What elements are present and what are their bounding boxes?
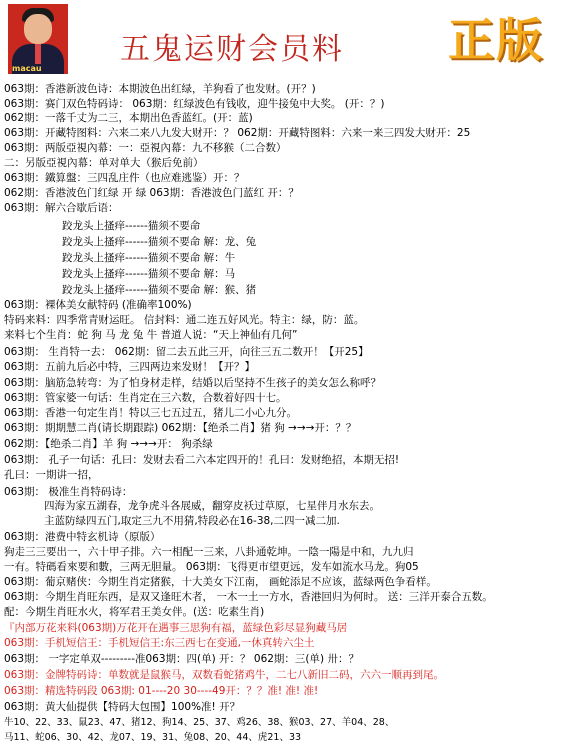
text-line: 063期：脑筋急转弯：为了怕身材走样，结婚以后坚持不生孩子的美女怎么称呼？ bbox=[4, 377, 382, 389]
text-line: 来料七个生肖：蛇 狗 马 龙 兔 牛 普道人说：“天上神仙有几何” bbox=[4, 329, 298, 341]
text-line: 马11、蛇06、30、42、龙07、19、31、兔08、20、44、虎21、33 bbox=[4, 732, 302, 743]
text-line: 063期：五前九后必中特，三四两边来发财！【开？】 bbox=[4, 361, 256, 373]
text-line: 063期：解六合歇后语： bbox=[4, 202, 119, 214]
text-line: 062期：香港波色门红绿 开 绿 063期：香港波色门蓝红 开：？ bbox=[4, 187, 299, 199]
text-line: 跤龙头上搔痒------猫须不要命 bbox=[62, 220, 201, 232]
text-line: 063期：香港新波色诗：本期波色出红绿，羊狗看了也发财。(开？) bbox=[4, 83, 316, 95]
text-line: 063期：两版亞視內幕：一：亞視內幕：九不移猴（二合数） bbox=[4, 142, 287, 154]
text-line: 062期：一落千丈为二三，本期出色香蓝红。(开：蓝) bbox=[4, 112, 253, 124]
text-line: 牛10、22、33、鼠23、47、猪12、狗14、25、37、鸡26、38、猴03、27、羊04、28、 bbox=[4, 717, 395, 728]
text-line: 063期：今期生肖旺东西，是双又逢旺木者， 一木一土一方水，香港回归为何时。 送：三洋开泰合五数。 bbox=[4, 591, 493, 603]
header bbox=[0, 0, 578, 78]
text-line: 063期：黄大仙提供【特码大包围】100%准! 开？ bbox=[4, 701, 241, 713]
portrait-caption: macau bbox=[12, 64, 42, 73]
text-line: 狗走三三要出一，六十甲子排。六一相配一三来，八卦通乾坤。一陰一陽是中和，九九归 bbox=[4, 546, 414, 558]
portrait-face bbox=[24, 14, 52, 44]
text-line: 063期： 极准生肖特码诗： bbox=[4, 486, 133, 498]
text-line: 跤龙头上搔痒------猫须不要命 解：龙、兔 bbox=[62, 236, 257, 248]
page-title: 五鬼运财会员料 bbox=[120, 32, 344, 67]
text-line: 063期：鐵算盤：三四乱庄件（也应难逃鉴）开：？ bbox=[4, 172, 245, 184]
text-line: 主蓝防绿四五门,取定三九不用猜,特段必在16-38,二四一减二加. bbox=[44, 515, 340, 527]
text-line: 一有。特碼看來要和數，三两无胆量。 063期：飞得更市望更远，发车如流水马龙。狗05 bbox=[4, 561, 419, 573]
text-line: 063期：手机短信王：手机短信王:东三西七在变通,一休真转六尘土 bbox=[4, 637, 315, 649]
text-line: 『内部万花来料(063期)万花开在遇事三思狗有福，蓝绿色彩尽显狗藏马居 bbox=[4, 622, 348, 634]
text-line: 特码来料：四季常青财运旺。 信封料：通二连五好风光。特主：绿，防：蓝。 bbox=[4, 314, 365, 326]
text-line: 063期：港费中特玄机诗（原版） bbox=[4, 531, 161, 543]
text-line: 063期：管家婆一句话：生肖定在三六数，合数着好四十七。 bbox=[4, 392, 287, 404]
text-line: 063期：期期慧二肖(请长期跟踪) 062期：【绝杀二肖】猪 狗 →→→开：？？ bbox=[4, 422, 357, 434]
text-line: 063期：香港一句定生肖！特以三七五过五，猪儿二小心九分。 bbox=[4, 407, 298, 419]
text-line: 跤龙头上搔痒------猫须不要命 解：马 bbox=[62, 268, 236, 280]
text-line: 四海为家五湖春，龙争虎斗各展威，翻穿皮袄过草原，七星伴月水东去。 bbox=[44, 500, 380, 512]
text-line: 跤龙头上搔痒------猫须不要命 解：牛 bbox=[62, 252, 236, 264]
text-line: 063期：开藏特图料：六来二来八九发大财开：？ 062期：开藏特图料：六来一来三四发大财开：25 bbox=[4, 127, 471, 139]
text-line: 063期：金牌特码诗：单数就是鼠猴马，双数看蛇猪鸡牛，二七八新旧二码，六六一顺再到尾。 bbox=[4, 669, 445, 681]
text-line: 063期：裸体美女献特码 (准确率100%) bbox=[4, 299, 192, 311]
text-line: 063期：精选特码段 063期: 01----20 30----49开：？？准! 准! 准! bbox=[4, 685, 319, 697]
text-line: 孔曰：一期讲一招， bbox=[4, 469, 99, 481]
text-line: 063期： 生肖特一去： 062期：留二去五此三开，向往三五二数开！【开25】 bbox=[4, 346, 369, 358]
authentic-badge: 正版 bbox=[448, 13, 544, 67]
portrait-image bbox=[8, 4, 68, 74]
text-line: 062期：【绝杀二肖】羊 狗 →→→开： 狗杀绿 bbox=[4, 438, 213, 450]
text-line: 063期：葡京赌侠：今期生肖定猪猴，十大美女下江南， 画蛇添足不应该，蓝绿两色争看样。 bbox=[4, 576, 437, 588]
text-line: 配：今期生肖旺水火，将军君王美女伴。(送：吃素生肖) bbox=[4, 606, 265, 618]
text-line: 二：另版亞視內幕：单对单大（猴后免前） bbox=[4, 157, 204, 169]
text-line: 063期：赛门双色特码诗： 063期：红绿波色有钱收，迎牛接兔中大奖。 (开：？) bbox=[4, 98, 385, 110]
portrait-tie bbox=[35, 44, 41, 64]
text-line: 跤龙头上搔痒------猫须不要命 解：猴、猪 bbox=[62, 284, 257, 296]
text-line: 063期： 一字定单双---------准063期：四(单) 开：？ 062期：三(单) 卅：？ bbox=[4, 653, 359, 665]
text-line: 063期： 孔子一句话：孔曰：发财去看二六本定四开的！孔曰：发财绝招，本期无招! bbox=[4, 454, 400, 466]
